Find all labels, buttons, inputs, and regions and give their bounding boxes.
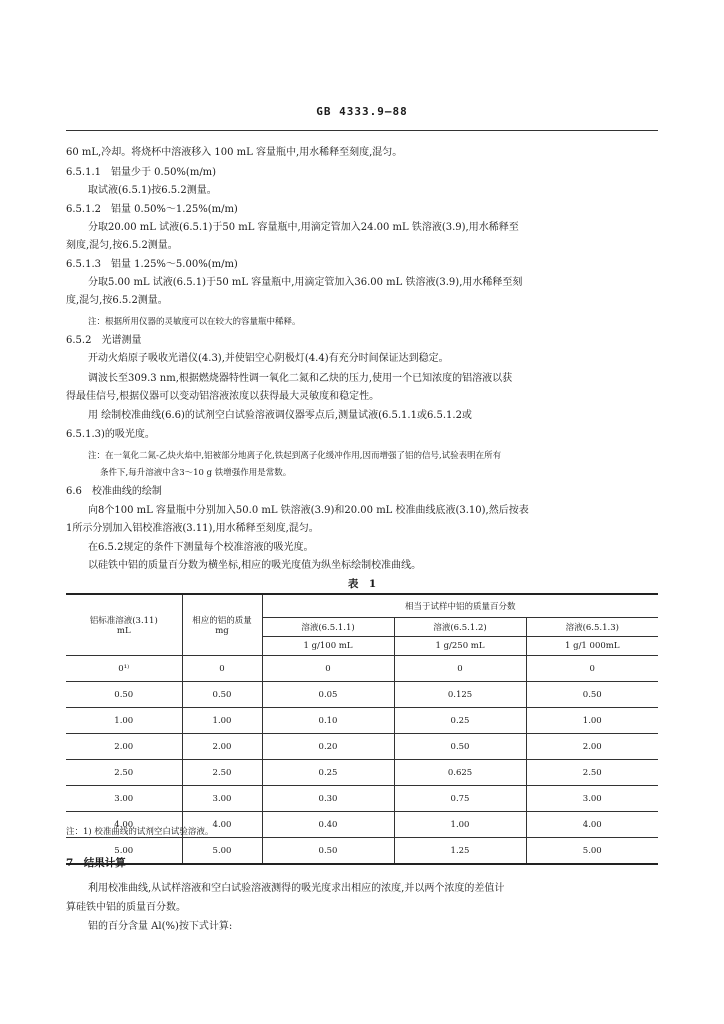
cell: 0.75: [394, 786, 526, 812]
cell: 0.50: [182, 682, 262, 708]
table-row: [66, 656, 658, 682]
cell: 1.00: [66, 708, 182, 734]
cell: 2.50: [526, 760, 658, 786]
note-dilution: 注：根据所用仪器的灵敏度可以在较大的容量瓶中稀释。: [88, 317, 301, 327]
cell: 1.00: [526, 708, 658, 734]
table-row: [66, 786, 658, 812]
cell: 0.125: [394, 682, 526, 708]
cell: 0.20: [262, 734, 394, 760]
col-group-header: 相当于试样中铝的质量百分数: [262, 594, 658, 618]
section-7-para: 算硅铁中铝的质量百分数。: [66, 902, 186, 913]
cell: 2.00: [182, 734, 262, 760]
cell: 3.00: [526, 786, 658, 812]
section-6-5-1-3-body: 分取5.00 mL 试液(6.5.1)于50 mL 容量瓶中,用滴定管加入36.00 mL 铁溶液(3.9),用水稀释至刻: [88, 277, 523, 288]
cell: 0.50: [394, 734, 526, 760]
col-header-al-standard: [66, 594, 182, 656]
section-6-5-1-2-title: 6.5.1.2 铝量 0.50%～1.25%(m/m): [66, 204, 238, 215]
cell: 0.50: [262, 838, 394, 865]
cell: 0.40: [262, 812, 394, 838]
cell: 0.50: [66, 682, 182, 708]
cell: 1.25: [394, 838, 526, 865]
cell: 0.30: [262, 786, 394, 812]
cell: 0: [182, 656, 262, 682]
standard-number-header: GB 4333.9—88: [316, 105, 408, 118]
section-6-5-2-para: 得最佳信号,根据仪器可以变动铝溶液浓度以获得最大灵敏度和稳定性。: [66, 391, 380, 402]
section-6-5-2-para: 调波长至309.3 nm,根据燃烧器特性调一氧化二氮和乙炔的压力,使用一个已知浓度的铝溶液以获: [88, 373, 513, 384]
cell: 3.00: [66, 786, 182, 812]
section-6-6-title: 6.6 校准曲线的绘制: [66, 486, 162, 497]
section-7-para: 利用校准曲线,从试样溶液和空白试验溶液测得的吸光度求出相应的浓度,并以两个浓度的差值计: [88, 883, 505, 894]
sub-header-conc-3: 1 g/1 000mL: [526, 637, 658, 656]
section-6-5-1-3-body: 度,混匀,按6.5.2测量。: [66, 295, 168, 306]
section-6-5-1-3-title: 6.5.1.3 铝量 1.25%～5.00%(m/m): [66, 259, 238, 270]
header-rule: [66, 130, 658, 131]
section-6-6-para: 在6.5.2规定的条件下测量每个校准溶液的吸光度。: [88, 542, 314, 553]
cell: 2.00: [66, 734, 182, 760]
section-7-title: 7 结果计算: [66, 857, 126, 869]
cell: 0¹⁾: [66, 656, 182, 682]
table-caption: 表 1: [347, 578, 377, 590]
table-row: [66, 708, 658, 734]
cell: 2.00: [526, 734, 658, 760]
section-6-5-1-2-body: 分取20.00 mL 试液(6.5.1)于50 mL 容量瓶中,用滴定管加入24.00 mL 铁溶液(3.9),用水稀释至: [88, 222, 519, 233]
section-6-5-2-title: 6.5.2 光谱测量: [66, 335, 142, 346]
text-line: 60 mL,冷却。将烧杯中溶液移入 100 mL 容量瓶中,用水稀释至刻度,混匀。: [66, 147, 403, 158]
section-6-6-para: 向8个100 mL 容量瓶中分别加入50.0 mL 铁溶液(3.9)和20.00 mL 校准曲线底液(3.10),然后按表: [88, 505, 529, 516]
col-header-unit: mL: [116, 626, 131, 636]
sub-header-solution-1: 溶液(6.5.1.1): [262, 618, 394, 637]
cell: 0: [394, 656, 526, 682]
cell: 5.00: [182, 838, 262, 865]
col-header-unit: mg: [215, 626, 229, 636]
section-6-5-2-para: 用 绘制校准曲线(6.6)的试剂空白试验溶液调仪器零点后,测量试液(6.5.1.1或6.5.1.2或: [88, 410, 472, 421]
col-header-line: 铝标准溶液(3.11): [89, 616, 158, 626]
section-6-5-1-2-body: 刻度,混匀,按6.5.2测量。: [66, 240, 178, 251]
sub-header-solution-3: 溶液(6.5.1.3): [526, 618, 658, 637]
table-row: [66, 734, 658, 760]
section-7-para: 铝的百分含量 Al(%)按下式计算:: [88, 921, 233, 932]
sub-header-conc-2: 1 g/250 mL: [394, 637, 526, 656]
section-6-6-para: 以硅铁中铝的质量百分数为横坐标,相应的吸光度值为纵坐标绘制校准曲线。: [88, 560, 422, 571]
cell: 5.00: [66, 838, 182, 865]
section-6-6-para: 1所示分别加入铝校准溶液(3.11),用水稀释至刻度,混匀。: [66, 523, 319, 534]
table-footnote: 注：1) 校准曲线的试剂空白试验溶液。: [66, 827, 214, 837]
section-6-5-1-1-title: 6.5.1.1 铝量少于 0.50%(m/m): [66, 167, 217, 178]
section-6-5-2-para: 开动火焰原子吸收光谱仪(4.3),并使铝空心阴极灯(4.4)有充分时间保证达到稳定。: [88, 353, 449, 364]
sub-header-solution-2: 溶液(6.5.1.2): [394, 618, 526, 637]
section-6-5-2-para: 6.5.1.3)的吸光度。: [66, 429, 155, 440]
cell: 1.00: [394, 812, 526, 838]
col-header-line: 相应的铝的质量: [192, 616, 252, 626]
cell: 2.50: [182, 760, 262, 786]
note-ionization: 条件下,每升溶液中含3～10 g 铁增强作用是常数。: [100, 468, 292, 478]
cell: 4.00: [66, 812, 182, 838]
section-6-5-1-1-body: 取试液(6.5.1)按6.5.2测量。: [88, 185, 217, 196]
col-header-al-mass: [182, 594, 262, 656]
cell: 0.25: [394, 708, 526, 734]
note-ionization: 注：在一氧化二氮-乙炔火焰中,铝被部分地离子化,铁起到离子化缓冲作用,因而增强了铝的信号,试验表明在所有: [88, 451, 502, 461]
cell: 0.25: [262, 760, 394, 786]
cell: 4.00: [526, 812, 658, 838]
cell: 2.50: [66, 760, 182, 786]
cell: 0.50: [526, 682, 658, 708]
cell: 0.10: [262, 708, 394, 734]
cell: 4.00: [182, 812, 262, 838]
table-row: [66, 838, 658, 865]
table-row: [66, 760, 658, 786]
cell: 0.05: [262, 682, 394, 708]
cell: 5.00: [526, 838, 658, 865]
cell: 0.625: [394, 760, 526, 786]
sub-header-conc-1: 1 g/100 mL: [262, 637, 394, 656]
cell: 0: [526, 656, 658, 682]
cell: 3.00: [182, 786, 262, 812]
cell: 1.00: [182, 708, 262, 734]
table-row: [66, 682, 658, 708]
cell: 0: [262, 656, 394, 682]
